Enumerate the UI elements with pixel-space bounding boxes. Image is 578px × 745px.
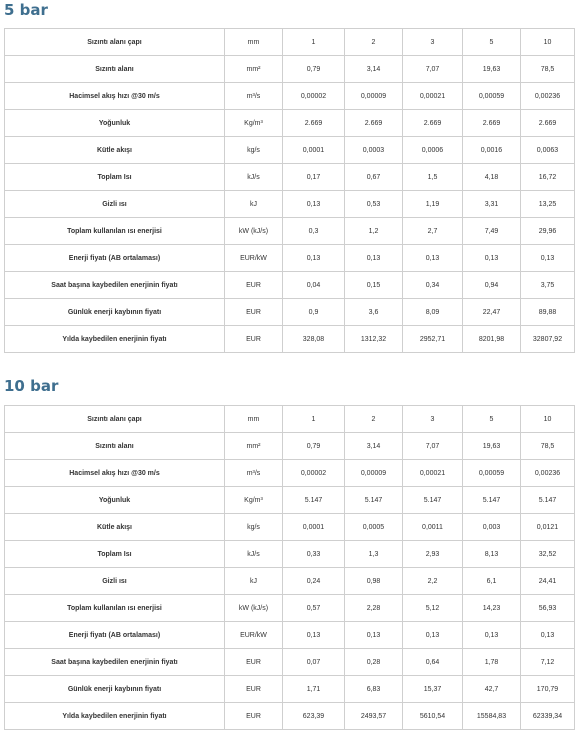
value-cell: 5,12 <box>403 595 463 622</box>
value-cell: 5.147 <box>463 487 521 514</box>
value-cell: 62339,34 <box>521 703 575 730</box>
value-cell: 5 <box>463 406 521 433</box>
table-row <box>5 191 575 218</box>
table-row <box>5 568 575 595</box>
section-title-5-bar: 5 bar <box>4 1 48 19</box>
value-cell: 0,13 <box>463 622 521 649</box>
value-cell: 8201,98 <box>463 326 521 353</box>
value-cell: 0,00059 <box>463 460 521 487</box>
value-cell: 32,52 <box>521 541 575 568</box>
table-row <box>5 541 575 568</box>
table-5-bar <box>4 28 575 353</box>
value-cell: 10 <box>521 29 575 56</box>
value-cell: 0,24 <box>283 568 345 595</box>
value-cell: 0,9 <box>283 299 345 326</box>
row-unit: mm² <box>225 433 283 460</box>
value-cell: 3,14 <box>345 433 403 460</box>
row-unit: mm <box>225 29 283 56</box>
value-cell: 0,64 <box>403 649 463 676</box>
value-cell: 5610,54 <box>403 703 463 730</box>
value-cell: 14,23 <box>463 595 521 622</box>
row-unit: EUR <box>225 649 283 676</box>
value-cell: 328,08 <box>283 326 345 353</box>
value-cell: 0,33 <box>283 541 345 568</box>
value-cell: 3,75 <box>521 272 575 299</box>
table-row <box>5 110 575 137</box>
row-label: Enerji fiyatı (AB ortalaması) <box>5 622 225 649</box>
row-label: Saat başına kaybedilen enerjinin fiyatı <box>5 649 225 676</box>
table-row <box>5 460 575 487</box>
row-label: Sızıntı alanı <box>5 433 225 460</box>
value-cell: 0,13 <box>283 622 345 649</box>
value-cell: 0,13 <box>463 245 521 272</box>
value-cell: 7,12 <box>521 649 575 676</box>
value-cell: 2.669 <box>521 110 575 137</box>
value-cell: 8,09 <box>403 299 463 326</box>
value-cell: 15584,83 <box>463 703 521 730</box>
table-row <box>5 326 575 353</box>
value-cell: 2952,71 <box>403 326 463 353</box>
row-label: Gizli ısı <box>5 568 225 595</box>
row-label: Toplam kullanılan ısı enerjisi <box>5 218 225 245</box>
table-row <box>5 83 575 110</box>
row-label: Gizli ısı <box>5 191 225 218</box>
row-unit: EUR <box>225 272 283 299</box>
table-row <box>5 622 575 649</box>
table-row <box>5 487 575 514</box>
value-cell: 8,13 <box>463 541 521 568</box>
value-cell: 0,13 <box>345 245 403 272</box>
row-label: Kütle akışı <box>5 137 225 164</box>
row-label: Yılda kaybedilen enerjinin fiyatı <box>5 326 225 353</box>
table-row <box>5 137 575 164</box>
value-cell: 2.669 <box>283 110 345 137</box>
row-label: Hacimsel akış hızı @30 m/s <box>5 83 225 110</box>
table-row <box>5 703 575 730</box>
table-row <box>5 676 575 703</box>
table-row <box>5 164 575 191</box>
value-cell: 1,5 <box>403 164 463 191</box>
table-row <box>5 649 575 676</box>
row-label: Yoğunluk <box>5 487 225 514</box>
row-label: Yılda kaybedilen enerjinin fiyatı <box>5 703 225 730</box>
value-cell: 1312,32 <box>345 326 403 353</box>
value-cell: 0,13 <box>521 622 575 649</box>
value-cell: 0,0121 <box>521 514 575 541</box>
value-cell: 623,39 <box>283 703 345 730</box>
value-cell: 0,79 <box>283 56 345 83</box>
value-cell: 0,34 <box>403 272 463 299</box>
row-label: Toplam Isı <box>5 541 225 568</box>
value-cell: 3,14 <box>345 56 403 83</box>
row-unit: EUR/kW <box>225 245 283 272</box>
row-unit: m³/s <box>225 460 283 487</box>
value-cell: 2,7 <box>403 218 463 245</box>
table-row <box>5 406 575 433</box>
value-cell: 0,00236 <box>521 460 575 487</box>
value-cell: 1,19 <box>403 191 463 218</box>
table-10-bar <box>4 405 575 730</box>
row-label: Günlük enerji kaybının fiyatı <box>5 299 225 326</box>
value-cell: 0,13 <box>403 245 463 272</box>
row-unit: kJ/s <box>225 541 283 568</box>
value-cell: 7,49 <box>463 218 521 245</box>
row-label: Enerji fiyatı (AB ortalaması) <box>5 245 225 272</box>
value-cell: 0,00236 <box>521 83 575 110</box>
value-cell: 0,17 <box>283 164 345 191</box>
row-unit: EUR <box>225 326 283 353</box>
row-unit: kJ <box>225 568 283 595</box>
value-cell: 16,72 <box>521 164 575 191</box>
value-cell: 2,93 <box>403 541 463 568</box>
value-cell: 2 <box>345 406 403 433</box>
value-cell: 5 <box>463 29 521 56</box>
row-unit: kg/s <box>225 137 283 164</box>
value-cell: 0,04 <box>283 272 345 299</box>
row-unit: EUR <box>225 703 283 730</box>
row-unit: kW (kJ/s) <box>225 218 283 245</box>
row-unit: mm <box>225 406 283 433</box>
value-cell: 0,98 <box>345 568 403 595</box>
row-label: Sızıntı alanı <box>5 56 225 83</box>
row-unit: Kg/m³ <box>225 110 283 137</box>
value-cell: 2,2 <box>403 568 463 595</box>
value-cell: 6,83 <box>345 676 403 703</box>
table-row <box>5 29 575 56</box>
value-cell: 0,53 <box>345 191 403 218</box>
value-cell: 0,13 <box>283 191 345 218</box>
value-cell: 0,00002 <box>283 83 345 110</box>
value-cell: 3 <box>403 29 463 56</box>
value-cell: 0,00009 <box>345 460 403 487</box>
value-cell: 0,3 <box>283 218 345 245</box>
value-cell: 89,88 <box>521 299 575 326</box>
row-unit: kJ/s <box>225 164 283 191</box>
section-title-10-bar: 10 bar <box>4 377 59 395</box>
value-cell: 0,0011 <box>403 514 463 541</box>
value-cell: 0,0003 <box>345 137 403 164</box>
row-label: Sızıntı alanı çapı <box>5 29 225 56</box>
row-label: Saat başına kaybedilen enerjinin fiyatı <box>5 272 225 299</box>
value-cell: 1 <box>283 406 345 433</box>
value-cell: 2.669 <box>345 110 403 137</box>
value-cell: 0,57 <box>283 595 345 622</box>
row-label: Toplam kullanılan ısı enerjisi <box>5 595 225 622</box>
table-row <box>5 56 575 83</box>
table-row <box>5 595 575 622</box>
value-cell: 2493,57 <box>345 703 403 730</box>
value-cell: 0,00009 <box>345 83 403 110</box>
value-cell: 1,3 <box>345 541 403 568</box>
table-row <box>5 245 575 272</box>
table-row <box>5 272 575 299</box>
value-cell: 19,63 <box>463 56 521 83</box>
value-cell: 0,13 <box>403 622 463 649</box>
value-cell: 0,00059 <box>463 83 521 110</box>
value-cell: 1 <box>283 29 345 56</box>
value-cell: 1,71 <box>283 676 345 703</box>
value-cell: 19,63 <box>463 433 521 460</box>
value-cell: 3 <box>403 406 463 433</box>
row-label: Günlük enerji kaybının fiyatı <box>5 676 225 703</box>
table-row <box>5 218 575 245</box>
value-cell: 0,0001 <box>283 137 345 164</box>
row-label: Sızıntı alanı çapı <box>5 406 225 433</box>
value-cell: 42,7 <box>463 676 521 703</box>
value-cell: 5.147 <box>345 487 403 514</box>
value-cell: 32807,92 <box>521 326 575 353</box>
value-cell: 0,003 <box>463 514 521 541</box>
row-unit: kJ <box>225 191 283 218</box>
value-cell: 0,79 <box>283 433 345 460</box>
value-cell: 15,37 <box>403 676 463 703</box>
value-cell: 56,93 <box>521 595 575 622</box>
value-cell: 0,0016 <box>463 137 521 164</box>
row-unit: m³/s <box>225 83 283 110</box>
value-cell: 29,96 <box>521 218 575 245</box>
value-cell: 0,00021 <box>403 83 463 110</box>
value-cell: 0,28 <box>345 649 403 676</box>
value-cell: 10 <box>521 406 575 433</box>
value-cell: 5.147 <box>521 487 575 514</box>
value-cell: 0,00002 <box>283 460 345 487</box>
row-unit: mm² <box>225 56 283 83</box>
value-cell: 6,1 <box>463 568 521 595</box>
row-unit: EUR <box>225 676 283 703</box>
value-cell: 3,6 <box>345 299 403 326</box>
value-cell: 0,94 <box>463 272 521 299</box>
row-unit: EUR/kW <box>225 622 283 649</box>
table-row <box>5 514 575 541</box>
table-row <box>5 299 575 326</box>
row-unit: Kg/m³ <box>225 487 283 514</box>
row-unit: kg/s <box>225 514 283 541</box>
value-cell: 0,15 <box>345 272 403 299</box>
value-cell: 78,5 <box>521 433 575 460</box>
row-label: Hacimsel akış hızı @30 m/s <box>5 460 225 487</box>
table-row <box>5 433 575 460</box>
value-cell: 0,0063 <box>521 137 575 164</box>
value-cell: 2.669 <box>463 110 521 137</box>
value-cell: 22,47 <box>463 299 521 326</box>
value-cell: 2,28 <box>345 595 403 622</box>
value-cell: 0,67 <box>345 164 403 191</box>
value-cell: 5.147 <box>283 487 345 514</box>
value-cell: 0,0005 <box>345 514 403 541</box>
value-cell: 1,78 <box>463 649 521 676</box>
value-cell: 24,41 <box>521 568 575 595</box>
value-cell: 0,0006 <box>403 137 463 164</box>
value-cell: 0,13 <box>283 245 345 272</box>
value-cell: 4,18 <box>463 164 521 191</box>
value-cell: 0,13 <box>345 622 403 649</box>
value-cell: 2 <box>345 29 403 56</box>
value-cell: 2.669 <box>403 110 463 137</box>
row-label: Kütle akışı <box>5 514 225 541</box>
value-cell: 7,07 <box>403 433 463 460</box>
row-label: Yoğunluk <box>5 110 225 137</box>
value-cell: 0,00021 <box>403 460 463 487</box>
value-cell: 1,2 <box>345 218 403 245</box>
value-cell: 170,79 <box>521 676 575 703</box>
value-cell: 0,07 <box>283 649 345 676</box>
value-cell: 0,0001 <box>283 514 345 541</box>
value-cell: 13,25 <box>521 191 575 218</box>
row-unit: EUR <box>225 299 283 326</box>
row-label: Toplam Isı <box>5 164 225 191</box>
row-unit: kW (kJ/s) <box>225 595 283 622</box>
value-cell: 78,5 <box>521 56 575 83</box>
value-cell: 7,07 <box>403 56 463 83</box>
value-cell: 0,13 <box>521 245 575 272</box>
value-cell: 5.147 <box>403 487 463 514</box>
value-cell: 3,31 <box>463 191 521 218</box>
